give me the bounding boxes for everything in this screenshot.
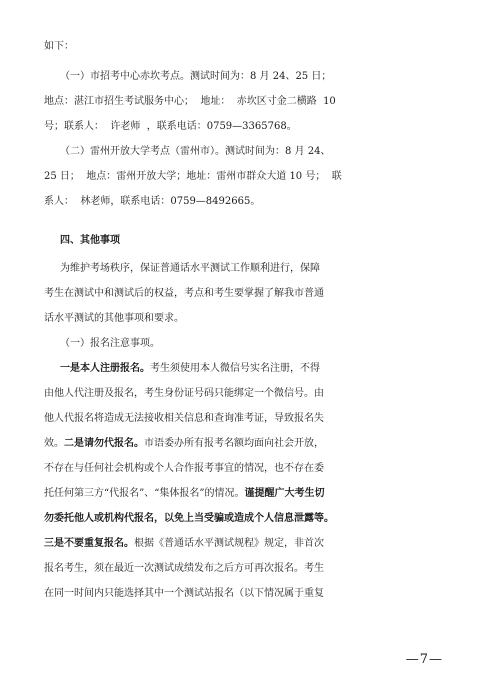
section4-para-line1: 为维护考场秩序，保证普通话水平测试工作顺利进行，保障 — [60, 263, 320, 274]
site1-line3: 号；联系人： 许老师 ，联系电话：0759—3365768。 — [44, 121, 297, 132]
section4-para-line3: 话水平测试的其他事项和要求。 — [44, 313, 184, 324]
rule2-text: 市语委办所有报考名额均面向社会开放， — [144, 438, 324, 449]
section4-para-line2: 考生在测试中和测试后的权益，考点和考生要掌握了解我市普通 — [44, 288, 324, 299]
page-number: —7— — [405, 652, 443, 667]
rule3-line2: 报名考生，须在最近一次测试成绩发布之后方可再次报名。考生 — [44, 563, 324, 574]
site2-line1: （二）雷州开放大学考点（雷州市）。测试时间为：8 月 24、 — [60, 146, 331, 157]
rule2-line1 — [44, 433, 487, 455]
site2-line2: 25 日； 地点：雷州开放大学；地址：雷州市群众大道 10 号； 联 — [44, 171, 342, 182]
section4-heading: 四、其他事项 — [60, 235, 120, 246]
rule1-text: 考生须使用本人微信号实名注册，不得 — [150, 363, 320, 374]
rule3-bold: 三是不要重复报名。 — [44, 538, 134, 549]
rule3-line1 — [44, 533, 487, 555]
rule1-line2: 由他人代注册及报名，考生身份证号码只能绑定一个微信号。由 — [44, 388, 324, 399]
site2-line3: 系人： 林老师，联系电话：0759—8492665。 — [44, 196, 261, 207]
rule2-line3-text: 托任何第三方“代报名”、“集体报名”的情况。 — [44, 488, 245, 499]
rule2-warning-a: 谨提醒广大考生切 — [244, 488, 325, 499]
rule1-line1 — [60, 358, 487, 380]
sub1-heading: （一）报名注意事项。 — [60, 338, 160, 349]
rule2-line3 — [44, 483, 487, 505]
intro-tail: 如下： — [44, 41, 74, 52]
rule3-text: 根据《普通话水平测试规程》规定，非首次 — [134, 538, 324, 549]
rule3-line3: 在同一时间内只能选择其中一个测试站报名（以下情况属于重复 — [44, 588, 324, 599]
rule2-warning-b: 勿委托他人或机构代报名，以免上当受骗或造成个人信息泄露等。 — [44, 513, 334, 524]
rule2-bold: 二是请勿代报名。 — [64, 438, 144, 449]
rule1-bold: 一是本人注册报名。 — [60, 363, 150, 374]
rule1-line3: 他人代报名将造成无法接收相关信息和查询准考证，导致报名失 — [44, 413, 324, 424]
rule2-line2: 不存在与任何社会机构或个人合作报考事宜的情况，也不存在委 — [44, 463, 324, 474]
rule1-end: 效。 — [44, 438, 64, 449]
site1-line1: （一）市招考中心赤坎考点。测试时间为：8 月 24、25 日； — [60, 71, 332, 82]
site1-line2: 地点：湛江市招生考试服务中心； 地址： 赤坎区寸金二横路 10 — [44, 96, 336, 107]
